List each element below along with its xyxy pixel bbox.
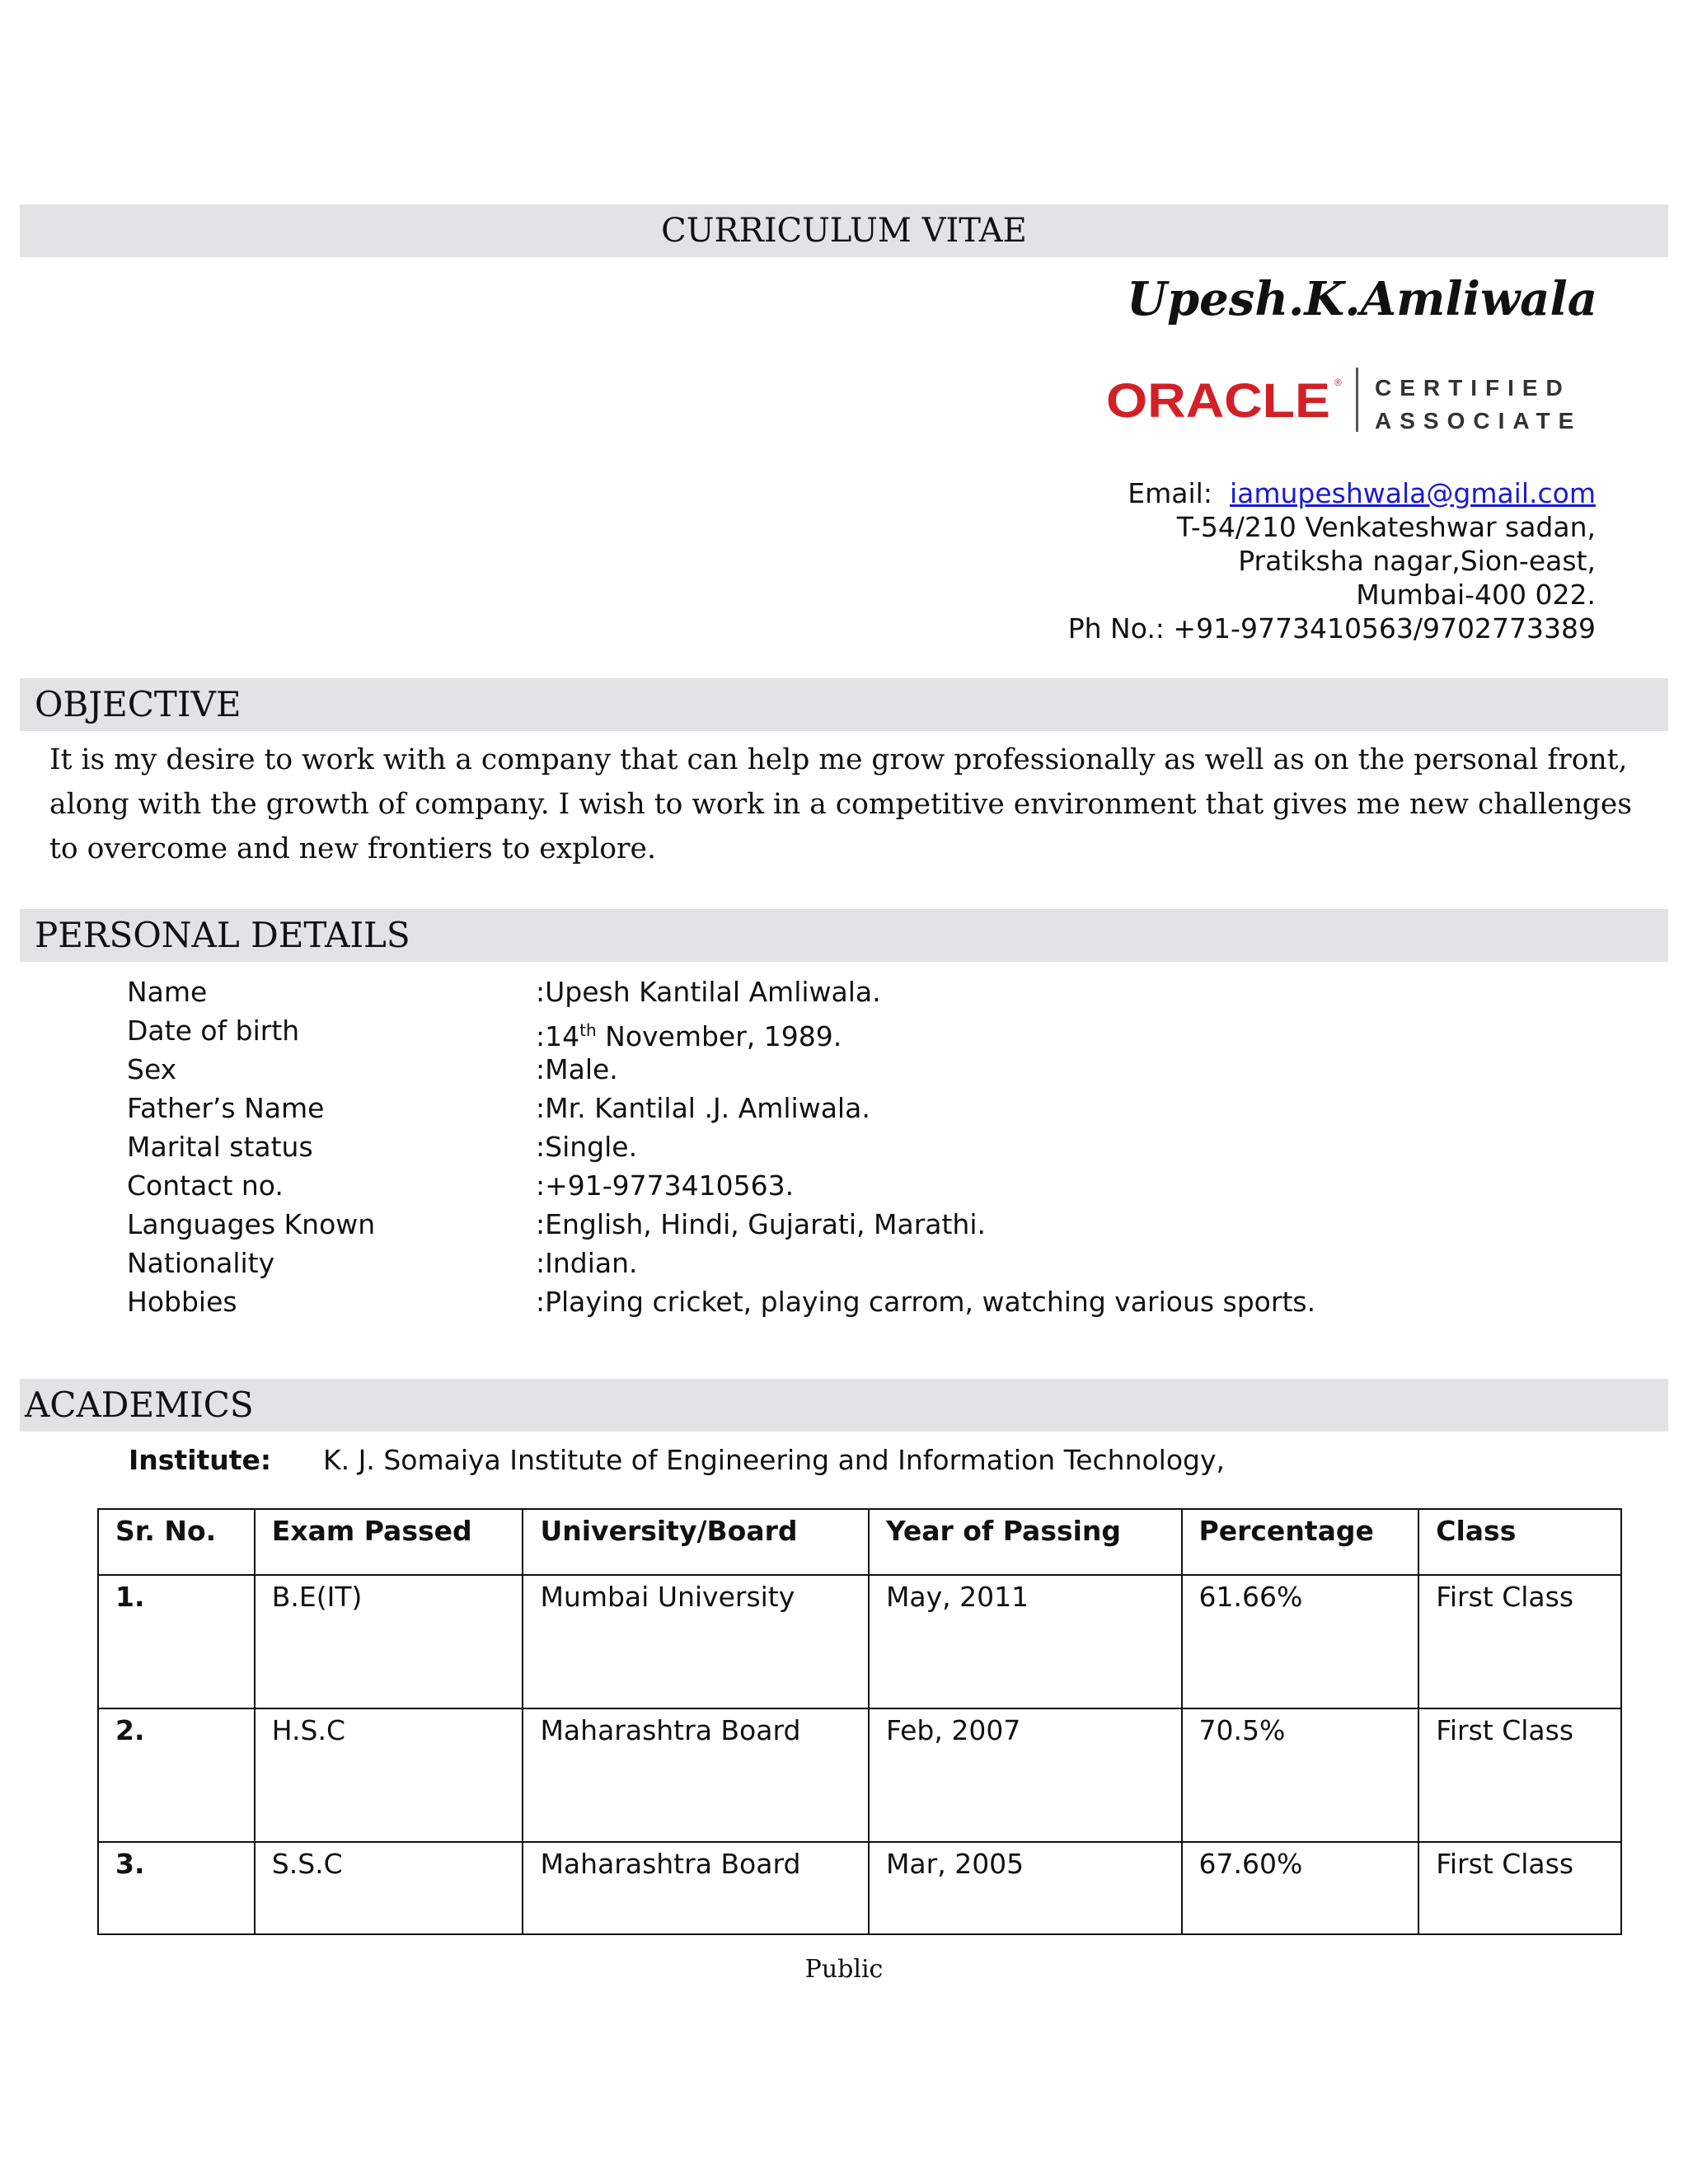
- table-cell: Mar, 2005: [869, 1842, 1182, 1934]
- dob-day: :14: [536, 1020, 580, 1052]
- dob-rest: November, 1989.: [596, 1020, 842, 1052]
- table-cell: 1.: [98, 1575, 255, 1708]
- table-cell: 2.: [98, 1708, 255, 1842]
- logo-line1: CERTIFIED: [1375, 375, 1571, 401]
- personal-details-heading: PERSONAL DETAILS: [35, 915, 410, 955]
- logo-brand: ORACLE: [1106, 374, 1330, 428]
- detail-label: Contact no.: [127, 1169, 284, 1202]
- contact-block: [1068, 476, 1596, 645]
- table-row: [98, 1708, 1621, 1842]
- table-row: [98, 1575, 1621, 1708]
- detail-value: :English, Hindi, Gujarati, Marathi.: [536, 1208, 986, 1240]
- table-cell: 70.5%: [1182, 1708, 1419, 1842]
- table-cell: First Class: [1418, 1708, 1621, 1842]
- academics-heading: ACADEMICS: [25, 1385, 254, 1425]
- column-header: Percentage: [1182, 1509, 1419, 1575]
- institute-value: K. J. Somaiya Institute of Engineering and Information Technology,: [323, 1444, 1225, 1476]
- oracle-certified-logo: [1104, 363, 1599, 437]
- detail-label: Name: [127, 976, 208, 1008]
- email-label: Email:: [1128, 477, 1212, 509]
- table-cell: H.S.C: [255, 1708, 523, 1842]
- detail-label: Languages Known: [127, 1208, 376, 1240]
- address-line-1: T-54/210 Venkateshwar sadan,: [1176, 511, 1596, 543]
- personal-details-bar: [20, 909, 1668, 962]
- detail-label: Father’s Name: [127, 1092, 325, 1124]
- column-header: Year of Passing: [869, 1509, 1182, 1575]
- logo-line2: ASSOCIATE: [1375, 408, 1582, 434]
- logo-divider: [1356, 368, 1358, 432]
- column-header: Class: [1418, 1509, 1621, 1575]
- institute-label: Institute:: [129, 1444, 272, 1476]
- institute-line: [129, 1444, 1225, 1476]
- title-bar: [20, 204, 1668, 257]
- academics-table: [97, 1508, 1622, 1935]
- phone-line: Ph No.: +91-9773410563/9702773389: [1067, 612, 1596, 644]
- detail-label: Date of birth: [127, 1015, 300, 1047]
- objective-bar: [20, 678, 1668, 731]
- table-cell: 61.66%: [1182, 1575, 1419, 1708]
- table-cell: First Class: [1418, 1575, 1621, 1708]
- column-header: University/Board: [523, 1509, 869, 1575]
- objective-heading: OBJECTIVE: [35, 684, 241, 724]
- table-cell: Feb, 2007: [869, 1708, 1182, 1842]
- table-cell: 3.: [98, 1842, 255, 1934]
- page-title: CURRICULUM VITAE: [661, 212, 1027, 250]
- detail-label: Nationality: [127, 1247, 275, 1279]
- detail-value: :+91-9773410563.: [536, 1169, 795, 1202]
- academics-bar: [20, 1379, 1668, 1432]
- table-cell: 67.60%: [1182, 1842, 1419, 1934]
- column-header: Exam Passed: [255, 1509, 523, 1575]
- table-cell: Maharashtra Board: [523, 1842, 869, 1934]
- table-row: [98, 1842, 1621, 1934]
- email-line: [1068, 476, 1596, 510]
- address-line-2: Pratiksha nagar,Sion-east,: [1238, 545, 1596, 577]
- detail-value: [536, 1011, 842, 1056]
- table-cell: Maharashtra Board: [523, 1708, 869, 1842]
- detail-value: :Single.: [536, 1131, 638, 1163]
- table-cell: May, 2011: [869, 1575, 1182, 1708]
- detail-value: :Mr. Kantilal .J. Amliwala.: [536, 1092, 870, 1124]
- column-header: Sr. No.: [98, 1509, 255, 1575]
- dob-suffix: th: [579, 1020, 597, 1040]
- table-cell: S.S.C: [255, 1842, 523, 1934]
- table-header-row: [98, 1509, 1621, 1575]
- table-cell: B.E(IT): [255, 1575, 523, 1708]
- detail-value: :Playing cricket, playing carrom, watching various sports.: [536, 1286, 1316, 1318]
- email-link[interactable]: iamupeshwala@gmail.com: [1229, 477, 1596, 509]
- objective-text: It is my desire to work with a company that can help me grow professionally as well as on the personal front, along with the growth of company. I wish to work in a competitive environment that gives me new challenges to overcome and new frontiers to explore.: [49, 743, 1632, 865]
- detail-value: :Male.: [536, 1053, 618, 1085]
- detail-label: Hobbies: [127, 1286, 237, 1318]
- table-cell: First Class: [1418, 1842, 1621, 1934]
- detail-value: :Upesh Kantilal Amliwala.: [536, 976, 881, 1008]
- candidate-name: Upesh.K.Amliwala: [1127, 272, 1597, 326]
- address-line-3: Mumbai-400 022.: [1356, 579, 1596, 611]
- detail-label: Sex: [127, 1053, 177, 1085]
- table-cell: Mumbai University: [523, 1575, 869, 1708]
- detail-label: Marital status: [127, 1131, 313, 1163]
- logo-registered-mark: ®: [1334, 377, 1342, 388]
- footer-label: Public: [804, 1955, 884, 1984]
- detail-value: :Indian.: [536, 1247, 638, 1279]
